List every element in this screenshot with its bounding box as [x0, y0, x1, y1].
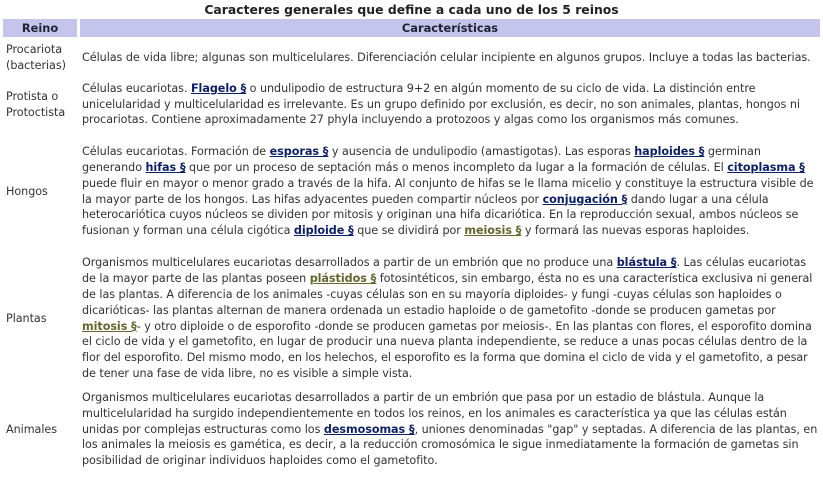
link-conjugacion[interactable]: conjugación §	[542, 192, 628, 206]
link-hifas[interactable]: hifas §	[145, 160, 186, 174]
text: que por un proceso de septación más o menos incompleto da lugar a la formación de células. El	[185, 160, 728, 174]
table-row	[3, 133, 820, 250]
caracteristicas-cell	[80, 387, 820, 472]
reino-cell: Hongos	[6, 184, 48, 198]
reino-cell: Animales	[6, 422, 58, 436]
table-row	[3, 39, 820, 76]
link-meiosis[interactable]: meiosis §	[464, 224, 522, 238]
link-mitosis[interactable]: mitosis §	[82, 319, 137, 333]
text: , uniones denominadas "gap" y septadas. A diferencia de las plantas, en los animales la meiosis es gamética, es decir, a la reducción cromosómica le sigue inmediatamente la formación de gametas sin posibilidad de originar individuos haploides como el gametofito.	[82, 422, 818, 468]
text: germinan generando	[82, 145, 761, 174]
reino-cell: Plantas	[6, 311, 47, 325]
caracteristicas-cell	[80, 133, 820, 250]
text: o undulipodio de estructura 9+2 en algún momento de su ciclo de vida. La distinción entre unicelularidad y multicelularidad es irrelevante. Es un grupo definido por exclusión, es decir, no son animales, plantas, hongos ni procariotas. Contiene aproximadamente 27 phyla incluyendo a protozoos y algas como los organismos más comunes.	[82, 81, 800, 127]
link-haploides[interactable]: haploides §	[634, 145, 705, 159]
link-plastidos[interactable]: plástidos §	[309, 272, 377, 286]
link-esporas[interactable]: esporas §	[269, 145, 329, 159]
link-desmosomas[interactable]: desmosomas §	[323, 422, 415, 436]
text: y ausencia de undulipodio (amastigotas). Las esporas	[328, 145, 635, 159]
text: fotosintéticos, sin embargo, ésta no es una característica exclusiva ni general de las plantas. A diferencia de los animales -cuyas células son en su mayoría diploides- y fungi -cuyas células son haploides o dicarióticas- las plantas alternan de manera ordenada un estadio haploide o de gametofito -donde se producen gametas por	[82, 272, 813, 317]
text: Organismos multicelulares eucariotas desarrollados a partir de un embrión que no produce una	[82, 256, 617, 270]
text: puede fluir en mayor o menor grado a través de la hifa. Al conjunto de hifas se le llama micelio y constituye la estructura visible de la mayor parte de los hongos. Las hifas adyacentes pueden compartir núcleos por	[82, 176, 814, 206]
text: . Las células eucariotas de la mayor parte de las plantas poseen	[82, 256, 807, 286]
text: y formará las nuevas esporas haploides.	[521, 224, 750, 238]
text: que se dividirá por	[353, 224, 465, 238]
text: Células eucariotas.	[82, 81, 191, 95]
link-flagelo[interactable]: Flagelo §	[190, 81, 247, 95]
text: Organismos multicelulares eucariotas desarrollados a partir de un embrión que pasa por un estadio de blástula. Aunque la multicelularidad ha surgido independientemente en todos los reinos, en los animales es característica ya que las células están unidas por complejas estructuras como los	[82, 391, 787, 436]
text: Células de vida libre; algunas son multicelulares. Diferenciación celular incipiente en algunos grupos. Incluye a todas las bacterias.	[82, 50, 811, 64]
link-diploide[interactable]: diploide §	[293, 224, 354, 238]
page-title: Caracteres generales que define a cada uno de los 5 reinos	[204, 2, 619, 17]
kingdoms-table	[0, 17, 823, 474]
header-caracteristicas: Características	[80, 19, 820, 37]
reino-cell: Procariota (bacterias)	[6, 42, 66, 72]
caracteristicas-cell	[80, 78, 820, 131]
table-row	[3, 78, 820, 131]
table-row	[3, 252, 820, 385]
caracteristicas-cell	[80, 252, 820, 385]
text: - y otro diploide o de esporofito -donde se producen gametas por meiosis-. En las plantas con flores, el esporofito domina el ciclo de vida y el gametofito, en lugar de producir una nueva planta independiente, se reduce a unas pocas células dentro de la flor del esporofito. Del mismo modo, en los helechos, el esporofito es la forma que domina el ciclo de vida y el gametofito, a pesar de tener una fase de vida libre, no es visible a simple vista.	[82, 319, 812, 380]
header-reino: Reino	[3, 19, 77, 37]
table-header-row	[3, 19, 820, 37]
table-row	[3, 387, 820, 472]
caracteristicas-cell	[80, 39, 820, 76]
link-blastula[interactable]: blástula §	[616, 256, 677, 270]
link-citoplasma[interactable]: citoplasma §	[727, 160, 805, 174]
text: dando lugar a una célula heterocariótica cuyos núcleos se dividen por mitosis y originan una hifa dicariótica. En la reproducción sexual, ambos núcleos se fusionan y forman una célula cigótica	[82, 192, 799, 238]
text: Células eucariotas. Formación de	[82, 145, 270, 159]
reino-cell: Protista o Protoctista	[6, 89, 66, 119]
